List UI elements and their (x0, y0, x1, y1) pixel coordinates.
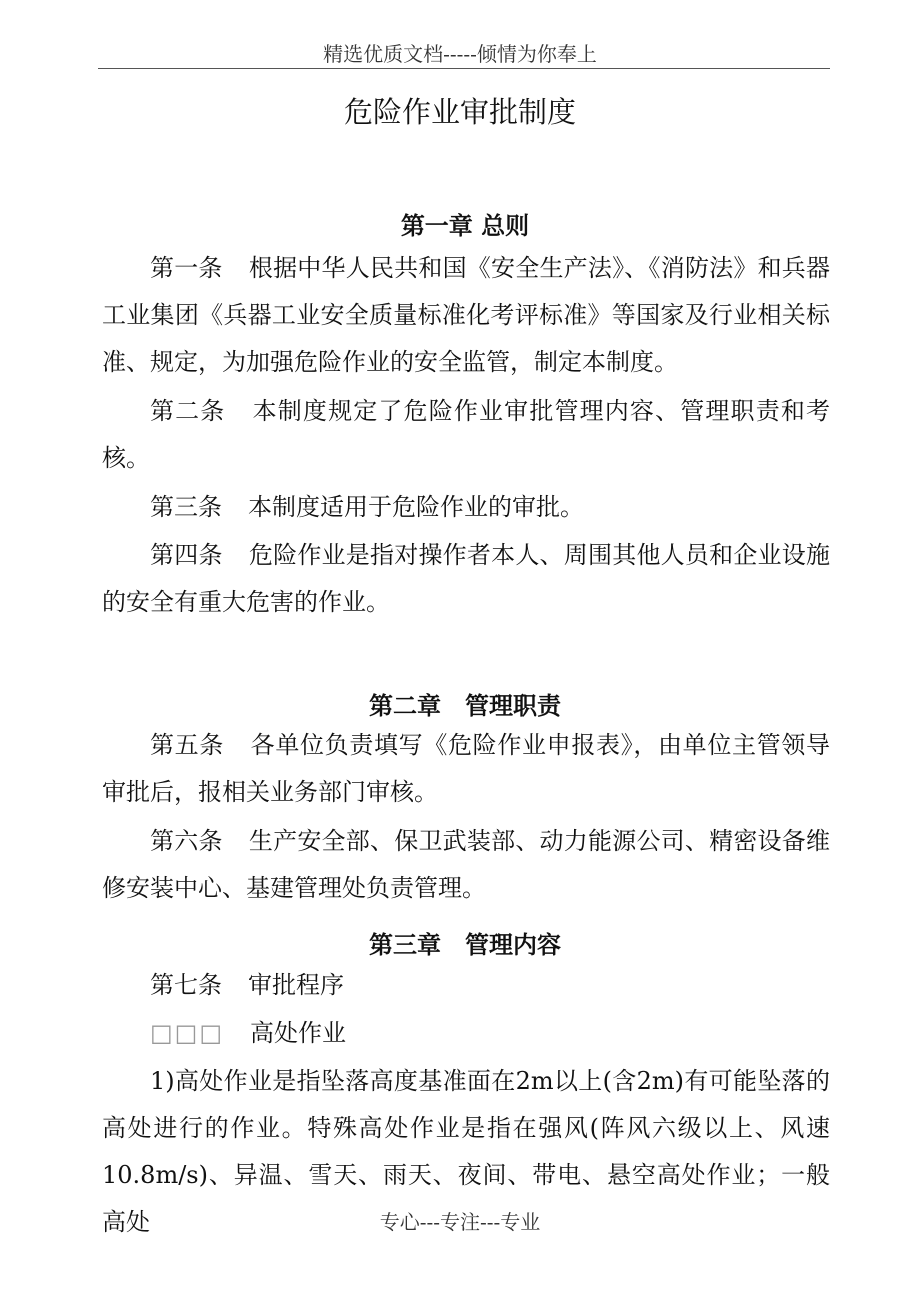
chapter-heading-2: 第二章 管理职责 (369, 691, 561, 720)
article-7 (102, 962, 830, 1009)
article-label: 第二条 (150, 397, 226, 425)
placeholder-boxes: □□□ (150, 1019, 225, 1047)
subsection-heading (102, 1010, 830, 1057)
article-text: 根据中华人民共和国《安全生产法》、《消防法》和兵器工业集团《兵器工业安全质量标准化考评标准》等国家及行业相关标准、规定，为加强危险作业的安全监管，制定本制度。 (102, 254, 831, 376)
page-header: 精选优质文档-----倾情为你奉上 (323, 42, 597, 66)
article-label: 第四条 (150, 541, 223, 569)
article-4 (102, 532, 830, 626)
header-divider (98, 68, 830, 69)
article-text: 生产安全部、保卫武装部、动力能源公司、精密设备维修安装中心、基建管理处负责管理。 (102, 827, 831, 902)
document-title: 危险作业审批制度 (343, 95, 576, 129)
subsection-title: 高处作业 (250, 1019, 347, 1047)
article-label: 第六条 (150, 827, 223, 855)
article-label: 第一条 (150, 254, 223, 282)
article-5 (102, 722, 830, 816)
article-text: 各单位负责填写《危险作业申报表》，由单位主管领导审批后，报相关业务部门审核。 (102, 731, 830, 806)
article-text: 本制度适用于危险作业的审批。 (248, 493, 584, 521)
chapter-heading-3: 第三章 管理内容 (369, 930, 561, 959)
article-label: 第三条 (150, 493, 222, 521)
article-label: 第七条 (150, 971, 222, 999)
page-footer: 专心---专注---专业 (379, 1210, 541, 1234)
article-3 (102, 484, 830, 531)
item-1: 1)高处作业是指坠落高度基准面在2m以上(含2m)有可能坠落的高处进行的作业。特殊高处作业是指在强风(阵风六级以上、风速10.8m/s)、异温、雪天、雨天、夜间、带电、悬空高处作业；一般高处 (102, 1067, 830, 1236)
article-6 (102, 818, 830, 912)
article-1 (102, 245, 830, 386)
chapter-heading-1: 第一章 总则 (400, 211, 530, 240)
article-text: 危险作业是指对操作者本人、周围其他人员和企业设施的安全有重大危害的作业。 (102, 541, 831, 616)
article-2 (102, 388, 830, 482)
article-text: 审批程序 (248, 971, 344, 999)
article-text: 本制度规定了危险作业审批管理内容、管理职责和考核。 (102, 397, 831, 472)
article-label: 第五条 (150, 731, 224, 759)
